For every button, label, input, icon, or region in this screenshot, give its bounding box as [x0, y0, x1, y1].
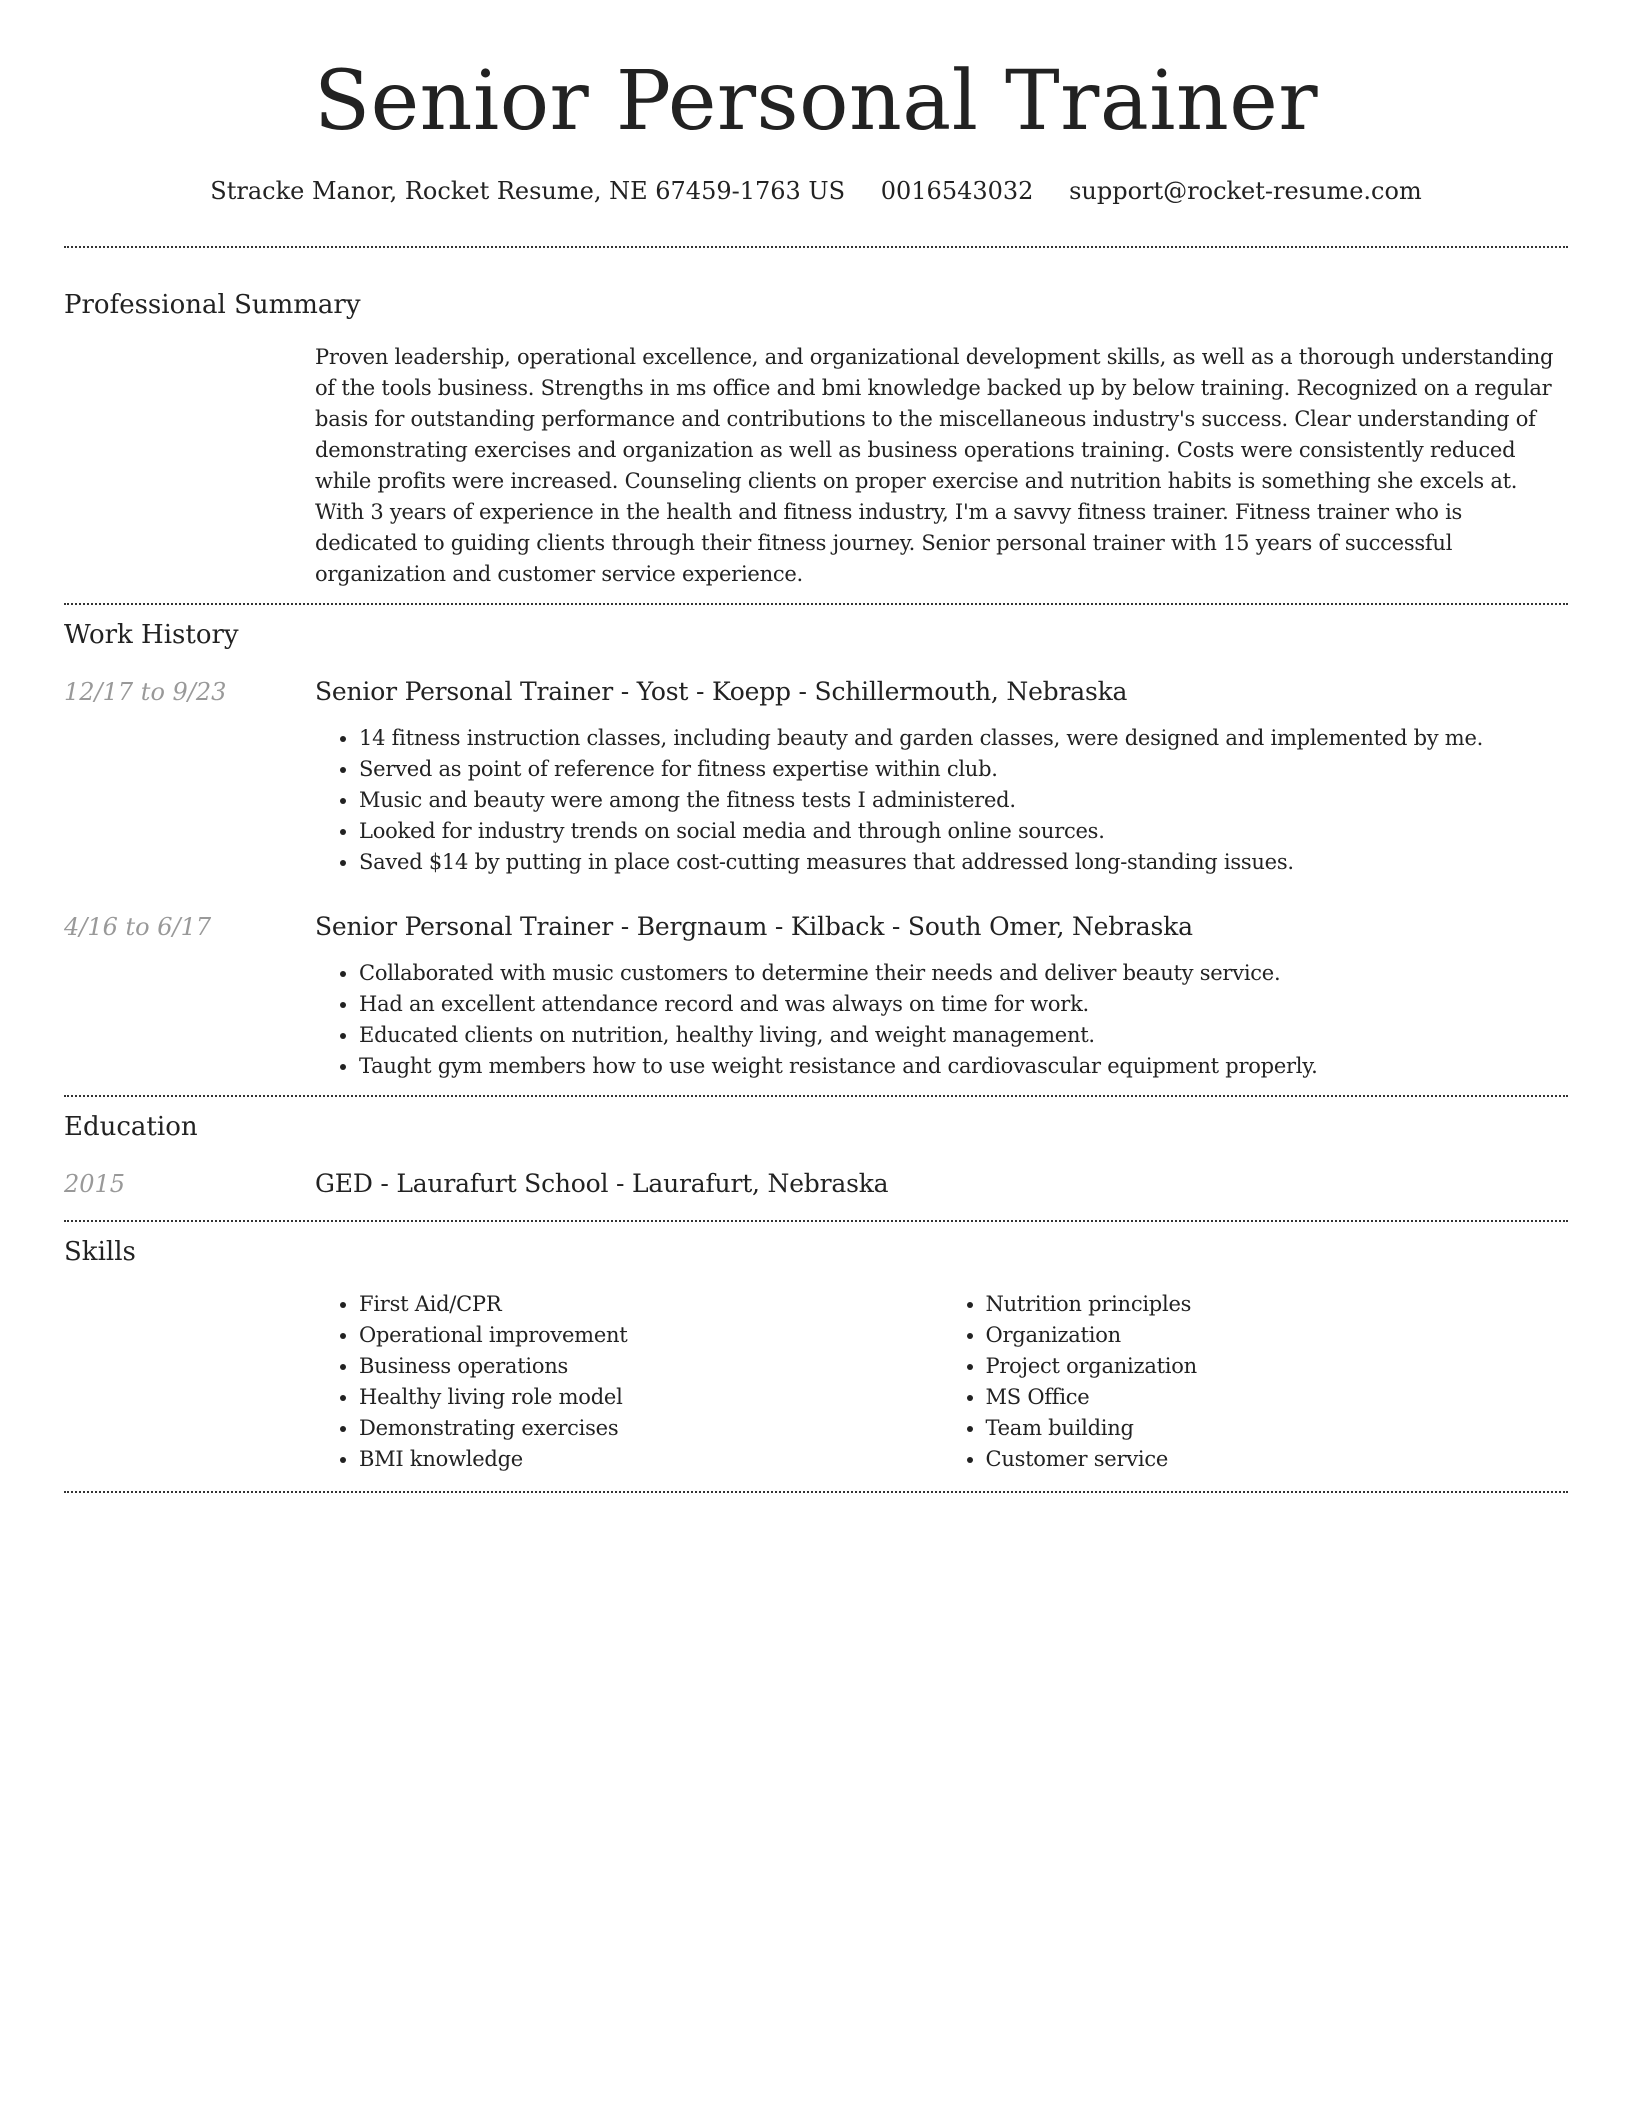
job-entry	[64, 675, 1568, 878]
section-title-skills: Skills	[64, 1237, 136, 1267]
list-item: • Taught gym members how to use weight resistance and cardiovascular equipment properly.	[359, 1051, 1568, 1082]
skill-item: • First Aid/CPR	[359, 1289, 942, 1320]
skill-item: • Customer service	[986, 1444, 1569, 1475]
job-dates: 4/16 to 6/17	[64, 913, 212, 941]
skill-item: • MS Office	[986, 1382, 1569, 1413]
divider	[64, 1220, 1568, 1222]
skill-item: • BMI knowledge	[359, 1444, 942, 1475]
section-title-work: Work History	[64, 620, 239, 650]
summary-text: Proven leadership, operational excellence, and organizational development skills, as well as a thorough understanding of the tools business. Strengths in ms office and bmi knowledge backed up by below training. Recognized on a regular basis for outstanding performance and contributions to the miscellaneous industry's success. Clear understanding of demonstrating exercises and organization as well as business operations training. Costs were consistently reduced while profits were increased. Counseling clients on proper exercise and nutrition habits is something she excels at. With 3 years of experience in the health and fitness industry, I'm a savvy fitness trainer. Fitness trainer who is dedicated to guiding clients through their fitness journey. Senior personal trainer with 15 years of successful organization and customer service experience.	[315, 345, 1554, 586]
resume-name: Senior Personal Trainer	[313, 54, 1319, 149]
contact-email: support@rocket-resume.com	[1069, 177, 1422, 205]
job-entry	[64, 910, 1568, 1082]
skill-item: • Operational improvement	[359, 1320, 942, 1351]
skill-item: • Healthy living role model	[359, 1382, 942, 1413]
skill-item: • Nutrition principles	[986, 1289, 1569, 1320]
list-item: • Had an excellent attendance record and was always on time for work.	[359, 989, 1568, 1020]
skill-item: • Project organization	[986, 1351, 1569, 1382]
skills-list-left	[315, 1289, 942, 1475]
job-heading: Senior Personal Trainer - Bergnaum - Kilback - South Omer, Nebraska	[315, 912, 1193, 941]
list-item: • Music and beauty were among the fitness tests I administered.	[359, 785, 1568, 816]
divider	[64, 1095, 1568, 1097]
contact-phone: 0016543032	[880, 177, 1034, 205]
education-section	[64, 1110, 1568, 1201]
work-history-section	[64, 618, 1568, 1082]
list-item: • Saved $14 by putting in place cost-cutting measures that addressed long-standing issues.	[359, 847, 1568, 878]
education-heading: GED - Laurafurt School - Laurafurt, Nebraska	[315, 1169, 889, 1198]
skills-grid	[315, 1289, 1568, 1475]
job-heading: Senior Personal Trainer - Yost - Koepp - Schillermouth, Nebraska	[315, 677, 1128, 706]
skill-item: • Demonstrating exercises	[359, 1413, 942, 1444]
contact-address: Stracke Manor, Rocket Resume, NE 67459-1763 US	[210, 177, 846, 205]
list-item: • Served as point of reference for fitness expertise within club.	[359, 754, 1568, 785]
skills-list-right	[942, 1289, 1569, 1475]
divider	[64, 246, 1568, 248]
job-dates: 12/17 to 9/23	[64, 678, 227, 706]
resume-page	[64, 0, 1568, 1493]
list-item: • 14 fitness instruction classes, including beauty and garden classes, were designed and implemented by me.	[359, 723, 1568, 754]
skills-section	[64, 1235, 1568, 1475]
list-item: • Collaborated with music customers to determine their needs and deliver beauty service.	[359, 958, 1568, 989]
divider	[64, 603, 1568, 605]
skill-item: • Team building	[986, 1413, 1569, 1444]
job-bullets	[315, 958, 1568, 1082]
contact-line	[64, 174, 1568, 208]
divider	[64, 1491, 1568, 1493]
list-item: • Educated clients on nutrition, healthy living, and weight management.	[359, 1020, 1568, 1051]
education-entry	[64, 1167, 1568, 1201]
list-item: • Looked for industry trends on social media and through online sources.	[359, 816, 1568, 847]
skill-item: • Organization	[986, 1320, 1569, 1351]
education-year: 2015	[64, 1170, 126, 1198]
summary-section	[64, 288, 1568, 590]
section-title-education: Education	[64, 1112, 198, 1142]
job-bullets	[315, 723, 1568, 878]
section-title-summary: Professional Summary	[64, 290, 361, 320]
skill-item: • Business operations	[359, 1351, 942, 1382]
